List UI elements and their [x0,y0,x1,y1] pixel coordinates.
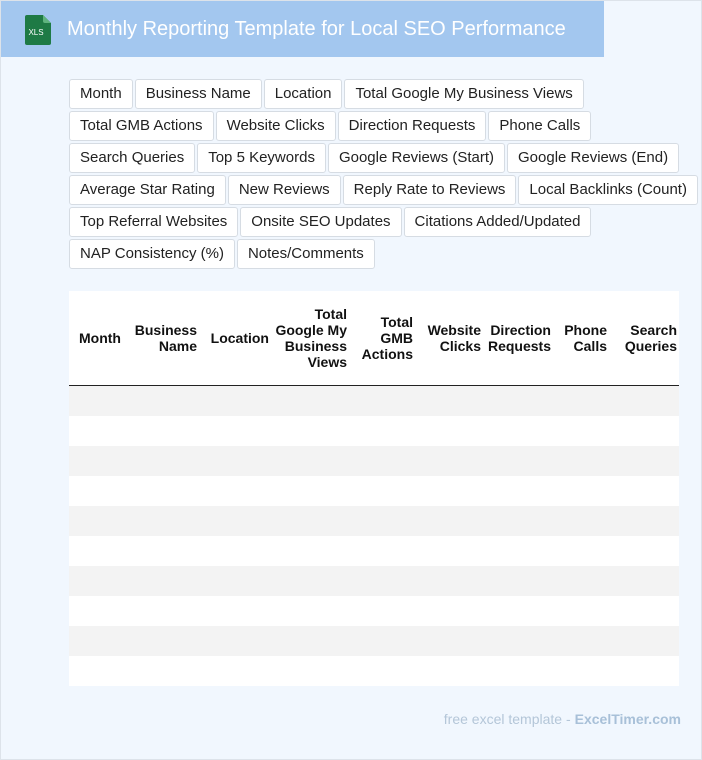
table-cell[interactable] [131,626,199,656]
field-chip[interactable]: Average Star Rating [69,175,226,205]
table-cell[interactable] [199,596,271,626]
table-cell[interactable] [553,506,609,536]
footer-brand-link[interactable]: ExcelTimer.com [574,711,681,727]
table-cell[interactable] [609,566,679,596]
table-cell[interactable] [609,626,679,656]
table-cell[interactable] [69,506,131,536]
table-cell[interactable] [553,566,609,596]
table-cell[interactable] [483,476,553,506]
table-cell[interactable] [609,416,679,446]
table-cell[interactable] [349,596,415,626]
field-chip[interactable]: Google Reviews (End) [507,143,679,173]
table-cell[interactable] [271,476,349,506]
table-cell[interactable] [199,386,271,417]
table-cell[interactable] [553,626,609,656]
table-cell[interactable] [349,656,415,686]
field-chip[interactable]: New Reviews [228,175,341,205]
table-cell[interactable] [483,386,553,417]
table-cell[interactable] [271,506,349,536]
table-cell[interactable] [131,566,199,596]
field-chip[interactable]: Direction Requests [338,111,487,141]
table-cell[interactable] [271,626,349,656]
table-cell[interactable] [415,446,483,476]
table-cell[interactable] [415,416,483,446]
table-cell[interactable] [415,596,483,626]
xls-icon-label: XLS [28,28,44,37]
table-cell[interactable] [609,506,679,536]
table-cell[interactable] [553,446,609,476]
table-cell[interactable] [349,446,415,476]
chip-row [69,175,699,205]
table-cell[interactable] [131,446,199,476]
table-cell[interactable] [553,416,609,446]
page-title: Monthly Reporting Template for Local SEO Performance [67,18,566,40]
table-row [69,626,679,656]
column-header[interactable]: Website Clicks [415,291,483,386]
table-cell[interactable] [609,536,679,566]
field-chip[interactable]: Notes/Comments [237,239,375,269]
table-cell[interactable] [609,446,679,476]
table-cell[interactable] [483,596,553,626]
chip-row [69,111,699,141]
column-header[interactable]: Business Name [131,291,199,386]
column-header[interactable]: Total GMB Actions [349,291,415,386]
excel-file-icon [23,15,51,45]
field-chip[interactable]: Local Backlinks (Count) [518,175,698,205]
field-chip[interactable]: Top Referral Websites [69,207,238,237]
table-cell[interactable] [199,656,271,686]
table-cell[interactable] [199,476,271,506]
field-chip[interactable]: Business Name [135,79,262,109]
table-cell[interactable] [131,386,199,417]
column-header[interactable]: Month [69,291,131,386]
table-cell[interactable] [415,656,483,686]
table-body [69,386,679,687]
table-cell[interactable] [131,476,199,506]
table-cell[interactable] [483,626,553,656]
table-cell[interactable] [483,536,553,566]
table-cell[interactable] [131,536,199,566]
table-cell[interactable] [609,656,679,686]
footer-text: free excel template - [443,711,571,727]
table-cell[interactable] [69,446,131,476]
field-chip[interactable]: Top 5 Keywords [197,143,326,173]
table-cell[interactable] [553,386,609,417]
footer-credit [444,711,681,727]
chip-row [69,239,699,269]
table-cell[interactable] [131,656,199,686]
table-cell[interactable] [69,596,131,626]
table-cell[interactable] [271,446,349,476]
table-cell[interactable] [271,656,349,686]
table-cell[interactable] [415,536,483,566]
table-cell[interactable] [349,566,415,596]
field-chip-list [69,79,699,271]
table-row [69,566,679,596]
table-cell[interactable] [483,566,553,596]
field-chip[interactable]: Total GMB Actions [69,111,214,141]
field-chip[interactable]: Month [69,79,133,109]
table-cell[interactable] [553,656,609,686]
column-header[interactable]: Total Google My Business Views [271,291,349,386]
table-cell[interactable] [483,656,553,686]
table-header-row [69,291,679,386]
table-cell[interactable] [69,626,131,656]
chip-row [69,207,699,237]
table-cell[interactable] [483,446,553,476]
column-header[interactable]: Location [199,291,271,386]
table-cell[interactable] [69,566,131,596]
table-cell[interactable] [199,536,271,566]
table-cell[interactable] [415,626,483,656]
field-chip[interactable]: Website Clicks [216,111,336,141]
table-cell[interactable] [349,506,415,536]
table-cell[interactable] [69,476,131,506]
table-row [69,476,679,506]
table-cell[interactable] [349,386,415,417]
field-chip[interactable]: Phone Calls [488,111,591,141]
field-chip[interactable]: Google Reviews (Start) [328,143,505,173]
table-cell[interactable] [69,416,131,446]
column-header[interactable]: Phone Calls [553,291,609,386]
field-chip[interactable]: NAP Consistency (%) [69,239,235,269]
table-cell[interactable] [199,446,271,476]
table-cell[interactable] [131,506,199,536]
table-cell[interactable] [271,566,349,596]
table-row [69,656,679,686]
table-cell[interactable] [483,416,553,446]
table-cell[interactable] [199,626,271,656]
table-cell[interactable] [271,596,349,626]
table-cell[interactable] [131,596,199,626]
table-cell[interactable] [553,476,609,506]
table-cell[interactable] [609,386,679,417]
column-header[interactable]: Direction Requests [483,291,553,386]
title-bar [1,1,604,57]
column-header[interactable]: Search Queries [609,291,679,386]
table-cell[interactable] [349,626,415,656]
table-cell[interactable] [271,386,349,417]
table-row [69,416,679,446]
table-row [69,506,679,536]
field-chip[interactable]: Reply Rate to Reviews [343,175,517,205]
table-cell[interactable] [199,416,271,446]
table-cell[interactable] [349,536,415,566]
table-row [69,536,679,566]
field-chip[interactable]: Search Queries [69,143,195,173]
table-cell[interactable] [415,386,483,417]
table-row [69,446,679,476]
table-cell[interactable] [199,506,271,536]
report-table [69,291,679,686]
table-row [69,386,679,417]
table-cell[interactable] [415,506,483,536]
field-chip[interactable]: Total Google My Business Views [344,79,583,109]
table-cell[interactable] [553,596,609,626]
field-chip[interactable]: Citations Added/Updated [404,207,592,237]
report-table-container [69,291,679,686]
table-cell[interactable] [415,476,483,506]
table-cell[interactable] [131,416,199,446]
table-cell[interactable] [483,506,553,536]
table-cell[interactable] [199,566,271,596]
table-cell[interactable] [69,386,131,417]
field-chip[interactable]: Location [264,79,343,109]
chip-row [69,143,699,173]
table-cell[interactable] [415,566,483,596]
table-cell[interactable] [609,596,679,626]
table-cell[interactable] [69,656,131,686]
table-cell[interactable] [271,416,349,446]
field-chip[interactable]: Onsite SEO Updates [240,207,401,237]
table-cell[interactable] [271,536,349,566]
table-cell[interactable] [553,536,609,566]
table-cell[interactable] [349,416,415,446]
table-cell[interactable] [349,476,415,506]
table-row [69,596,679,626]
table-cell[interactable] [69,536,131,566]
chip-row [69,79,699,109]
table-cell[interactable] [609,476,679,506]
